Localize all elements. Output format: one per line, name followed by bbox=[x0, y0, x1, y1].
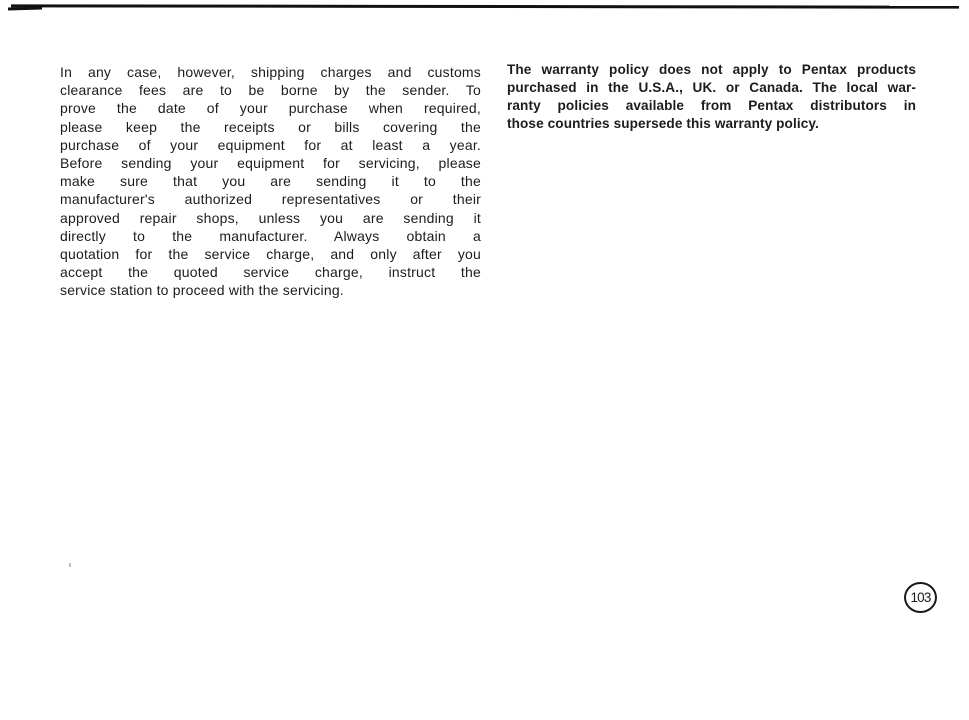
text-line: make sure that you are sending it to the bbox=[60, 173, 481, 190]
text-line: Before sending your equipment for servicing, please bbox=[60, 155, 481, 172]
text-line: In any case, however, shipping charges and customs bbox=[60, 64, 481, 80]
text-line: approved repair shops, unless you are sending it bbox=[60, 209, 481, 226]
text-line: clearance fees are to be borne by the sender. To bbox=[60, 82, 481, 99]
right-text-column bbox=[507, 61, 916, 133]
page-number-badge bbox=[904, 582, 937, 613]
text-line: ranty policies available from Pentax distributors in bbox=[507, 98, 916, 113]
text-line: purchased in the U.S.A., UK. or Canada. The local war- bbox=[507, 80, 916, 95]
page-number: 103 bbox=[910, 590, 931, 605]
scan-artifact-speck bbox=[69, 563, 71, 567]
text-line: prove the date of your purchase when required, bbox=[60, 100, 481, 117]
text-line: those countries supersede this warranty policy. bbox=[507, 116, 819, 131]
text-line: accept the quoted service charge, instruct the bbox=[60, 264, 481, 281]
text-line: The warranty policy does not apply to Pentax products bbox=[507, 62, 916, 77]
top-rule-dash bbox=[8, 7, 42, 11]
text-line: manufacturer's authorized representatives or their bbox=[60, 191, 481, 208]
text-line: please keep the receipts or bills covering the bbox=[60, 118, 481, 135]
text-line: directly to the manufacturer. Always obtain a bbox=[60, 227, 481, 244]
text-line: service station to proceed with the servicing. bbox=[60, 282, 344, 299]
text-line: purchase of your equipment for at least a year. bbox=[60, 136, 481, 153]
top-rule-line bbox=[11, 4, 959, 8]
left-text-column bbox=[60, 63, 481, 300]
text-line: quotation for the service charge, and only after you bbox=[60, 246, 481, 263]
